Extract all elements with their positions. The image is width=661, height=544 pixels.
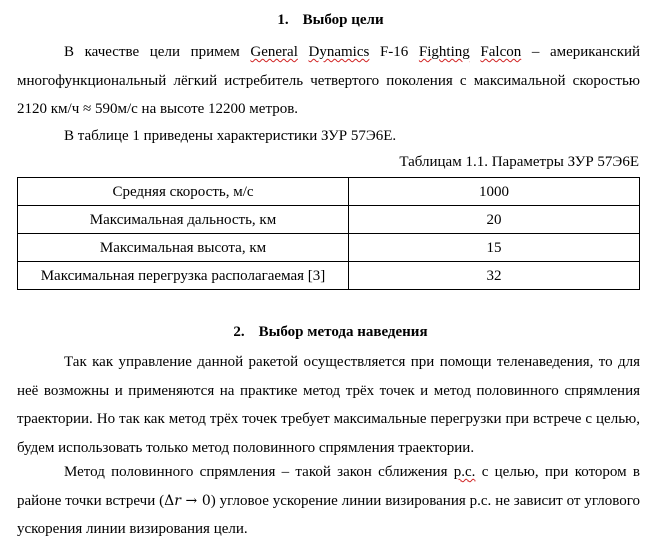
math-delta: Δ xyxy=(164,492,175,509)
math-r: r xyxy=(174,492,181,509)
table-cell-label: Средняя скорость, м/с xyxy=(18,178,349,206)
aircraft-name-general: General xyxy=(250,44,298,60)
aircraft-name-f16: F-16 xyxy=(379,44,409,60)
table-row xyxy=(18,262,640,290)
section-2-title: Выбор метода наведения xyxy=(258,324,428,340)
table-cell-value: 1000 xyxy=(349,178,640,206)
section-2-number: 2. xyxy=(233,324,245,340)
section-2-paragraph-2: Метод половинного спрямления – такой закон сближения р.с. с целью, при котором в районе точки встречи (Δr → 0) угловое ускорение линии визирования р.с. не зависит от углового ускорения линии визирования цели. xyxy=(17,464,640,537)
aircraft-name-falcon: Falcon xyxy=(480,44,522,60)
table-cell-value: 15 xyxy=(349,234,640,262)
table-row xyxy=(18,206,640,234)
table-cell-label: Максимальная высота, км xyxy=(18,234,349,262)
section-1-title: Выбор цели xyxy=(302,12,384,28)
section-1-paragraph-2: В таблице 1 приведены характеристики ЗУР 57Э6Е. xyxy=(64,128,397,144)
table-row xyxy=(18,234,640,262)
table-cell-value: 32 xyxy=(349,262,640,290)
section-1-number: 1. xyxy=(277,12,289,28)
aircraft-name-dynamics: Dynamics xyxy=(308,44,370,60)
table-caption: Таблицам 1.1. Параметры ЗУР 57Э6Е xyxy=(399,154,639,170)
math-arrow: → 0 xyxy=(180,492,211,509)
aircraft-name-fighting: Fighting xyxy=(418,44,470,60)
section-1-heading xyxy=(0,10,661,30)
table-row xyxy=(18,178,640,206)
abbrev-rs: р.с. xyxy=(453,464,476,480)
section-2-heading xyxy=(0,322,661,342)
table-cell-label: Максимальная перегрузка располагаемая [3] xyxy=(18,262,349,290)
table-cell-value: 20 xyxy=(349,206,640,234)
table-cell-label: Максимальная дальность, км xyxy=(18,206,349,234)
section-2-paragraph-1: Так как управление данной ракетой осуществляется при помощи теленаведения, то для неё возможны и применяются на практике метод трёх точек и метод половинного спрямления траектории. Но так как метод трёх точек требует максимальные перегрузки при встрече с целью, будем использовать только метод половинного спрямления траектории. xyxy=(17,354,640,456)
parameters-table xyxy=(17,177,640,290)
section-1-paragraph-1: В качестве цели примем General Dynamics F-16 Fighting Falcon – американский многофункциональный лёгкий истребитель четвертого поколения с максимальной скоростью 2120 км/ч ≈ 590м/с на высоте 12200 метров. xyxy=(17,44,641,117)
